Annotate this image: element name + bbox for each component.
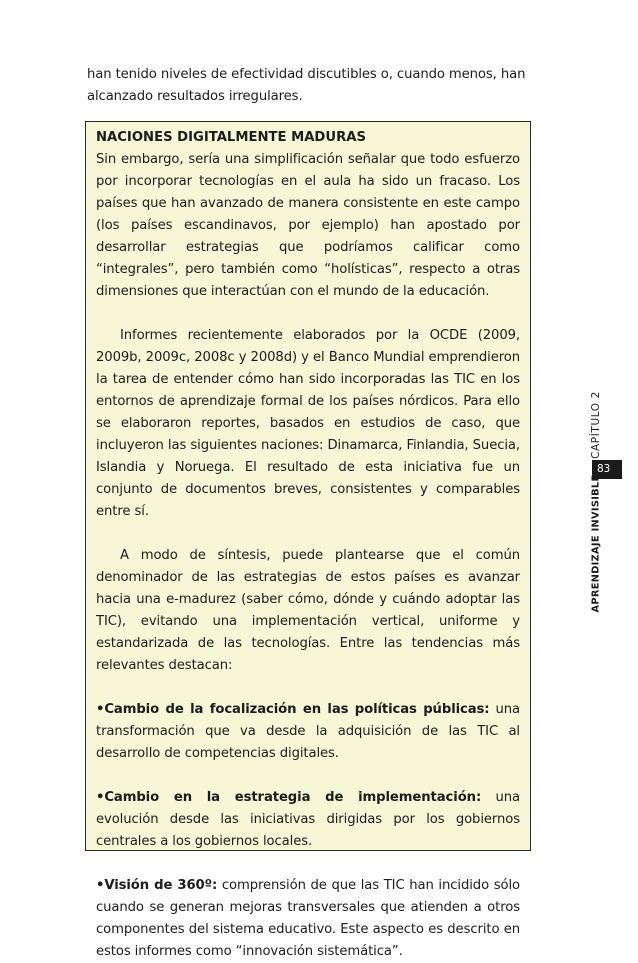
box-title: NACIONES DIGITALMENTE MADURAS: [96, 130, 366, 145]
intro-line: han tenido niveles de efectividad discutibles o, cuando menos, han: [87, 67, 526, 82]
bullet-item: [96, 787, 520, 853]
box-paragraph: Informes recientemente elaborados por la OCDE (2009, 2009b, 2009c, 2008c y 2008d) y el Banco Mundial emprendieron la tarea de entender cómo han sido incorporadas las TIC en los entornos de aprendizaje formal de los países nórdicos. Para ello se elaboraron reportes, basados en estudios de caso, que incluyeron las siguientes naciones: Dinamarca, Finlandia, Suecia, Islandia y Noruega. El resultado de esta iniciativa fue un conjunto de documentos breves, consistentes y comparables entre sí.: [96, 328, 520, 519]
bullet-item: [96, 875, 520, 963]
intro-text: [87, 64, 534, 108]
bullet-text: comprensión de que las TIC han incidido sólo cuando se generan mejoras transversales que atienden a otros componentes del sistema educativo. Este aspecto es descrito en estos informes como “innovación sistemática”.: [96, 878, 520, 959]
bullet-text: una evolución desde las iniciativas dirigidas por los gobiernos centrales a los gobiernos locales.: [96, 790, 521, 849]
bullet-lead: •Visión de 360º:: [96, 878, 218, 893]
box-paragraph: A modo de síntesis, puede plantearse que el común denominador de las estrategias de estos países es avanzar hacia una e-madurez (saber cómo, dónde y cuándo adoptar las TIC), evitando una implementación vertical, uniforme y estandarizada de las tecnologías. Entre las tendencias más relevantes destacan:: [96, 548, 520, 673]
section-label: [586, 474, 606, 612]
intro-line: alcanzado resultados irregulares.: [87, 89, 303, 104]
box-paragraph: Sin embargo, sería una simplificación señalar que todo esfuerzo por incorporar tecnologías en el aula ha sido un fracaso. Los países que han avanzado de manera consistente en este campo (los países escandinavos, por ejemplo) han apostado por desarrollar estrategias que podríamos calificar como “integrales”, pero también como “holísticas”, respecto a otras dimensiones que interactúan con el mundo de la educación.: [96, 152, 520, 299]
page-margin-labels: [586, 380, 622, 612]
bullet-lead: •Cambio en la estrategia de implementación:: [96, 790, 482, 805]
section-label-text: APRENDIZAJE INVISIBLE: [590, 474, 602, 612]
bullet-lead: •Cambio de la focalización en las políticas públicas:: [96, 702, 490, 717]
bullet-text: una transformación que va desde la adquisición de las TIC al desarrollo de competencias digitales.: [96, 702, 520, 761]
chapter-label: [586, 380, 606, 470]
chapter-label-text: CAPÍTULO 2: [590, 391, 602, 459]
bullet-item: [96, 699, 520, 765]
sidebar-box: [85, 121, 531, 959]
page-number: 83: [592, 460, 622, 479]
